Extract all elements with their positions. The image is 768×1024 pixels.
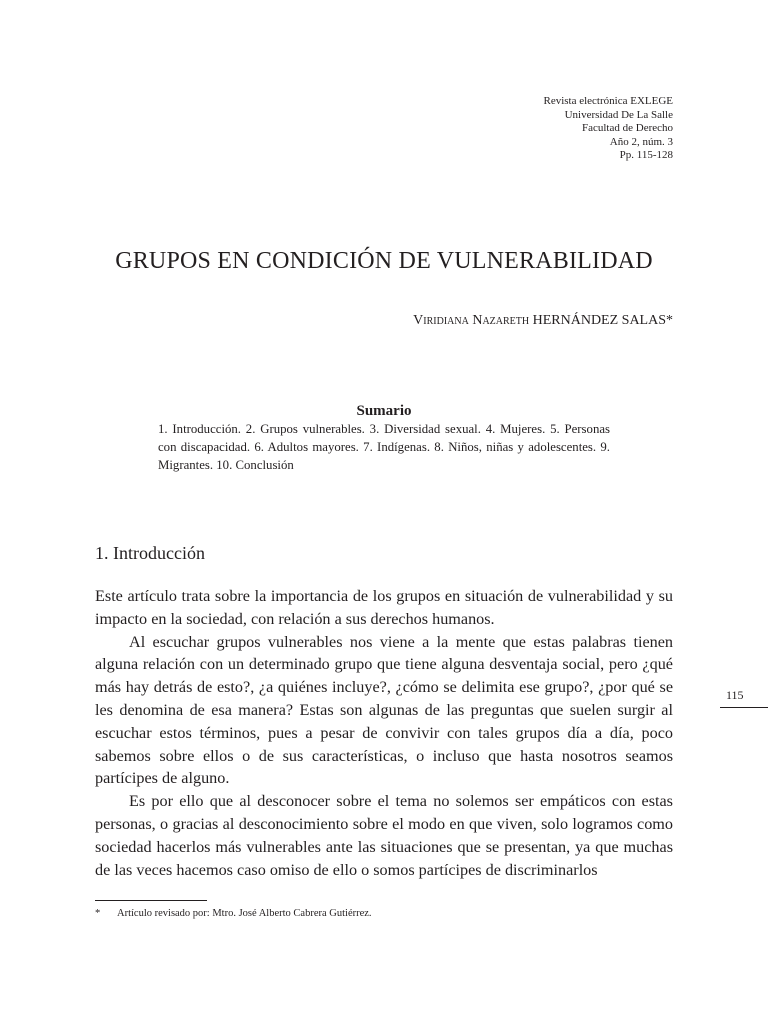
body-text bbox=[95, 585, 673, 881]
page-number-tab bbox=[720, 688, 768, 708]
author-line bbox=[413, 313, 673, 329]
faculty: Facultad de Derecho bbox=[581, 122, 673, 135]
section-heading: 1. Introducción bbox=[95, 543, 205, 563]
volume-issue: Año 2, núm. 3 bbox=[609, 135, 673, 148]
paragraph: Es por ello que al desconocer sobre el tema no solemos ser empáticos con estas personas, o gracias al desconocimiento sobre el modo en que viven, solo logramos como sociedad hacerlos más vulnerables ante las situaciones que se presentan, ya que muchas de las veces hacemos caso omiso de ello o somos partícipes de discriminarlos bbox=[95, 792, 673, 879]
paragraph: Al escuchar grupos vulnerables nos viene a la mente que estas palabras tienen alguna relación con un determinado grupo que tiene alguna desventaja social, pero ¿qué más hay detrás de esto?, ¿a quiénes incluye?, ¿cómo se delimita ese grupo?, ¿por qué se les denomina de esa manera? Estas son algunas de las preguntas que suelen surgir al escuchar estos términos, pues a pesar de convivir con tales grupos día a día, poco sabemos sobre ellos o de sus características, o incluso que hasta nosotros seamos partícipes de alguno. bbox=[95, 632, 673, 788]
footnote-text: Artículo revisado por: Mtro. José Alberto Cabrera Gutiérrez. bbox=[117, 908, 372, 919]
footnote-mark: * bbox=[95, 908, 101, 919]
journal-info bbox=[543, 95, 673, 163]
summary-heading: Sumario bbox=[356, 403, 412, 419]
university: Universidad De La Salle bbox=[564, 108, 673, 121]
author-surnames: HERNÁNDEZ SALAS* bbox=[532, 313, 673, 328]
paragraph: Este artículo trata sobre la importancia de los grupos en situación de vulnerabilidad y su impacto en la sociedad, con relación a sus derechos humanos. bbox=[95, 587, 673, 628]
page-range: Pp. 115-128 bbox=[619, 149, 673, 162]
article-title: GRUPOS EN CONDICIÓN DE VULNERABILIDAD bbox=[115, 248, 653, 274]
summary-text: 1. Introducción. 2. Grupos vulnerables. 3. Diversidad sexual. 4. Mujeres. 5. Personas con discapacidad. 6. Adultos mayores. 7. Indígenas. 8. Niños, niñas y adolescentes. 9. Migrantes. 10. Conclusión bbox=[158, 422, 610, 473]
footnote-divider bbox=[95, 900, 207, 901]
footnote bbox=[95, 908, 372, 919]
journal-name: Revista electrónica EXLEGE bbox=[543, 95, 673, 107]
author-first-names: Viridiana Nazareth bbox=[413, 313, 530, 328]
page-number: 115 bbox=[726, 688, 744, 702]
